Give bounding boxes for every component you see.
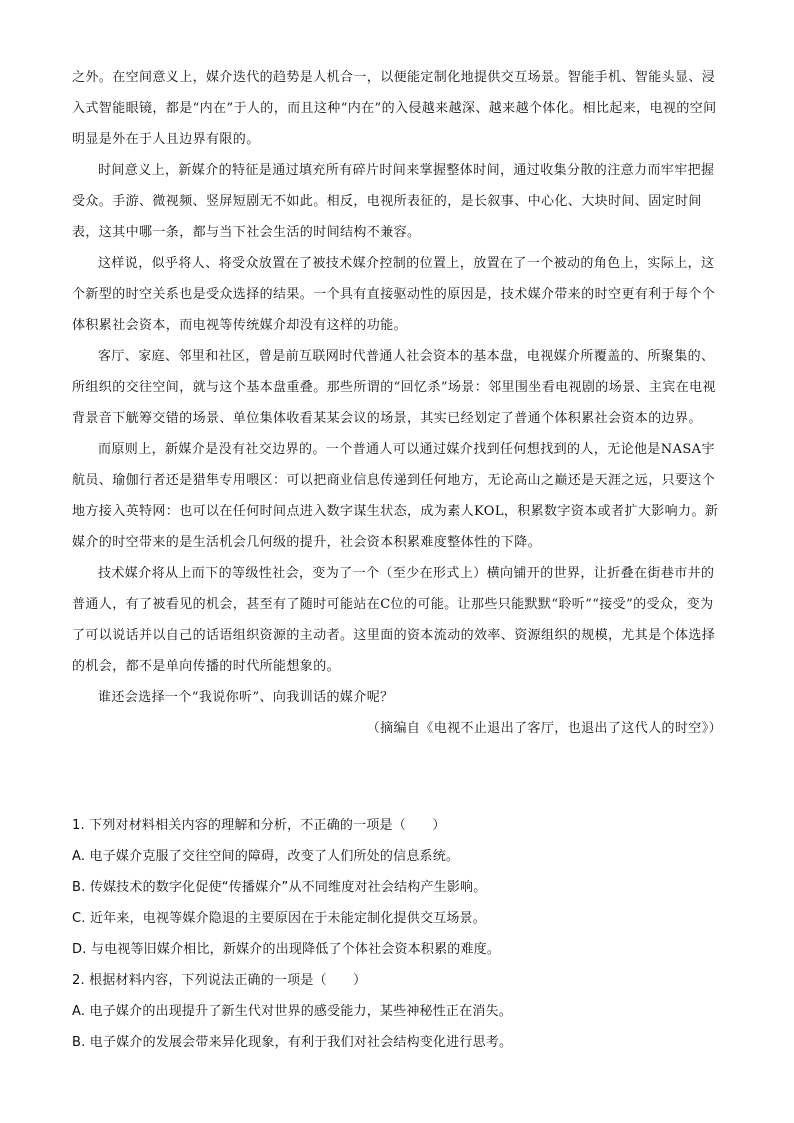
question-option: A. 电子媒介克服了交往空间的障碍，改变了人们所处的信息系统。 <box>72 849 460 864</box>
question-option: A. 电子媒介的出现提升了新生代对世界的感受能力，某些神秘性正在消失。 <box>72 1004 512 1019</box>
question-option: B. 电子媒介的发展会带来异化现象，有利于我们对社会结构变化进行思考。 <box>72 1035 513 1050</box>
question-section <box>72 810 732 1058</box>
question-option: D. 与电视等旧媒介相比，新媒介的出现降低了个体社会资本积累的难度。 <box>72 942 501 957</box>
article-paragraph: 时间意义上，新媒介的特征是通过填充所有碎片时间来掌握整体时间，通过收集分散的注意力而牢牢把握受众。手游、微视频、竖屏短剧无不如此。相反，电视所表征的，是长叙事、中心化、大块时间、固定时间表，这其中哪一条，都与当下社会生活的时间结构不兼容。 <box>72 163 715 240</box>
article-paragraph: 而原则上，新媒介是没有社交边界的。一个普通人可以通过媒介找到任何想找到的人，无论他是NASA宇航员、瑜伽行者还是猎隼专用喂区：可以把商业信息传递到任何地方，无论高山之巅还是天涯之远，只要这个地方接入英特网：也可以在任何时间点进入数字谋生状态，成为素人KOL，积累数字资本或者扩大影响力。新媒介的时空带来的是生活机会几何级的提升，社会资本积累难度整体性的下降。 <box>72 442 719 550</box>
question-option: B. 传媒技术的数字化促使“传播媒介”从不同维度对社会结构产生影响。 <box>72 880 487 895</box>
article-paragraph: 客厅、家庭、邻里和社区，曾是前互联网时代普通人社会资本的基本盘，电视媒介所覆盖的、所聚集的、所组织的交往空间，就与这个基本盘重叠。那些所谓的“回忆杀”场景：邻里围坐看电视剧的场景、主宾在电视背景音下觥筹交错的场景、单位集体收看某某会议的场景，其实已经划定了普通个体积累社会资本的边界。 <box>72 349 716 426</box>
article-paragraph: 这样说，似乎将人、将受众放置在了被技术媒介控制的位置上，放置在了一个被动的角色上，实际上，这个新型的时空关系也是受众选择的结果。一个具有直接驱动性的原因是，技术媒介带来的时空更有利于每个个体积累社会资本，而电视等传统媒介却没有这样的功能。 <box>72 256 716 333</box>
question-option: C. 近年来，电视等媒介隐退的主要原因在于未能定制化提供交互场景。 <box>72 911 486 926</box>
article-source: （摘编自《电视不止退出了客厅，也退出了这代人的时空》） <box>366 721 722 736</box>
question-stem: 2. 根据材料内容，下列说法正确的一项是（ ） <box>72 973 367 988</box>
article-body <box>72 62 722 744</box>
article-paragraph: 技术媒介将从上而下的等级性社会，变为了一个（至少在形式上）横向铺开的世界，让折叠在街巷市井的普通人，有了被看见的机会，甚至有了随时可能站在C位的可能。让那些只能默默“聆听”“接受”的受众，变为了可以说话并以自己的话语组织资源的主动者。这里面的资本流动的效率、资源组织的规模，尤其是个体选择的机会，都不是单向传播的时代所能想象的。 <box>72 566 716 674</box>
question-stem: 1. 下列对材料相关内容的理解和分析，不正确的一项是（ ） <box>72 818 446 833</box>
article-paragraph: 之外。在空间意义上，媒介迭代的趋势是人机合一，以便能定制化地提供交互场景。智能手机、智能头显、浸入式智能眼镜，都是“内在”于人的，而且这种“内在”的入侵越来越深、越来越个体化。相比起来，电视的空间明显是外在于人且边界有限的。 <box>72 70 717 147</box>
article-paragraph: 谁还会选择一个“我说你听”、向我训话的媒介呢？ <box>98 690 394 705</box>
